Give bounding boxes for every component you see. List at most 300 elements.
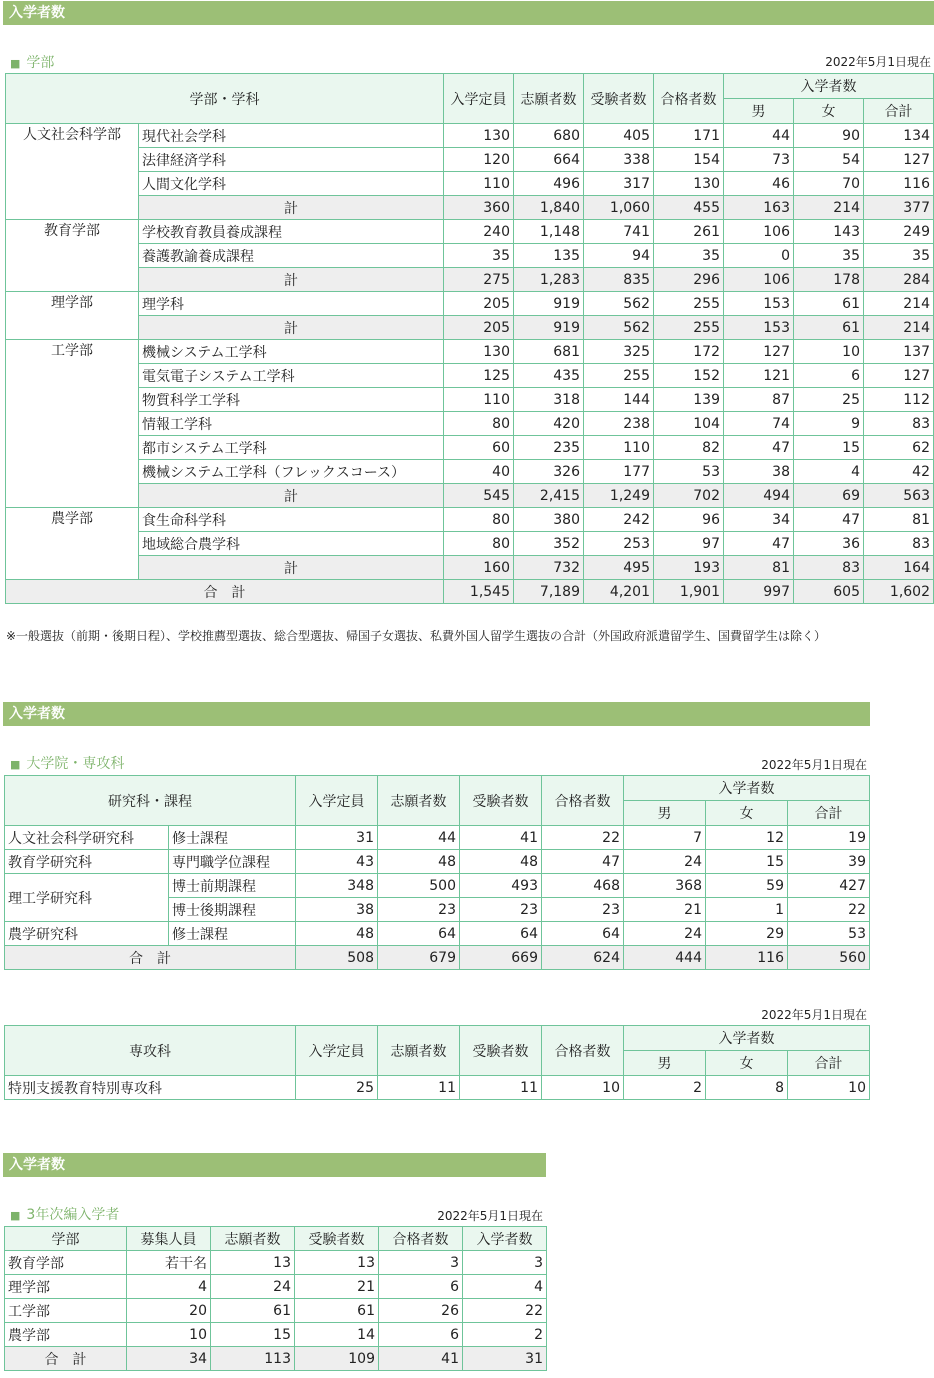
- faculty-name: 教育学部: [6, 220, 139, 292]
- value-cell: 496: [514, 172, 584, 196]
- value-cell: 83: [864, 532, 934, 556]
- value-cell: 1,545: [444, 580, 514, 604]
- value-cell: 70: [794, 172, 864, 196]
- subtotal-row: [6, 196, 934, 220]
- value-cell: 26: [379, 1299, 463, 1323]
- col-dept: 学部・学科: [6, 74, 444, 124]
- value-cell: 8: [706, 1076, 788, 1100]
- value-cell: 41: [379, 1347, 463, 1371]
- value-cell: 31: [463, 1347, 547, 1371]
- value-cell: 38: [296, 898, 378, 922]
- dept-name: 地域総合農学科: [139, 532, 444, 556]
- value-cell: 81: [864, 508, 934, 532]
- value-cell: 455: [654, 196, 724, 220]
- col-examinees: 受験者数: [460, 1026, 542, 1076]
- col-special-course: 専攻科: [5, 1026, 296, 1076]
- value-cell: 325: [584, 340, 654, 364]
- value-cell: 若干名: [127, 1251, 211, 1275]
- value-cell: 25: [296, 1076, 378, 1100]
- value-cell: 15: [706, 850, 788, 874]
- col-examinees: 受験者数: [460, 776, 542, 826]
- value-cell: 163: [724, 196, 794, 220]
- value-cell: 46: [724, 172, 794, 196]
- subtotal-label: 計: [139, 316, 444, 340]
- transfer-table: [4, 1226, 547, 1371]
- value-cell: 563: [864, 484, 934, 508]
- col-enrolled: 入学者数: [624, 1026, 870, 1051]
- table-row: [5, 1299, 547, 1323]
- value-cell: 104: [654, 412, 724, 436]
- value-cell: 3: [463, 1251, 547, 1275]
- grad-table: [4, 775, 870, 970]
- value-cell: 96: [654, 508, 724, 532]
- value-cell: 35: [444, 244, 514, 268]
- value-cell: 4: [794, 460, 864, 484]
- value-cell: 240: [444, 220, 514, 244]
- table-row: [6, 124, 934, 148]
- value-cell: 64: [378, 922, 460, 946]
- col-female: 女: [706, 801, 788, 826]
- subtotal-label: 計: [139, 556, 444, 580]
- value-cell: 177: [584, 460, 654, 484]
- value-cell: 1,283: [514, 268, 584, 292]
- value-cell: 23: [378, 898, 460, 922]
- special-course-table: [4, 1025, 870, 1100]
- dept-name: 物質科学工学科: [139, 388, 444, 412]
- value-cell: 508: [296, 946, 378, 970]
- value-cell: 420: [514, 412, 584, 436]
- dept-name: 現代社会学科: [139, 124, 444, 148]
- value-cell: 38: [724, 460, 794, 484]
- school-name: 農学研究科: [5, 922, 169, 946]
- value-cell: 34: [724, 508, 794, 532]
- value-cell: 47: [794, 508, 864, 532]
- as-of-date: 2022年5月1日現在: [825, 55, 931, 69]
- as-of-date: 2022年5月1日現在: [437, 1209, 543, 1223]
- value-cell: 214: [864, 316, 934, 340]
- value-cell: 741: [584, 220, 654, 244]
- value-cell: 22: [463, 1299, 547, 1323]
- value-cell: 1,840: [514, 196, 584, 220]
- table-row: [5, 1251, 547, 1275]
- dept-name: 法律経済学科: [139, 148, 444, 172]
- value-cell: 36: [794, 532, 864, 556]
- total-label: 合 計: [5, 946, 296, 970]
- value-cell: 35: [864, 244, 934, 268]
- table-row: [5, 922, 870, 946]
- subtotal-label: 計: [139, 484, 444, 508]
- value-cell: 275: [444, 268, 514, 292]
- value-cell: 997: [724, 580, 794, 604]
- value-cell: 444: [624, 946, 706, 970]
- value-cell: 81: [724, 556, 794, 580]
- table-row: [6, 292, 934, 316]
- col-female: 女: [706, 1051, 788, 1076]
- value-cell: 235: [514, 436, 584, 460]
- course-name: 修士課程: [169, 922, 296, 946]
- dept-name: 機械システム工学科: [139, 340, 444, 364]
- table-row: [6, 532, 934, 556]
- value-cell: 4: [463, 1275, 547, 1299]
- value-cell: 242: [584, 508, 654, 532]
- value-cell: 35: [794, 244, 864, 268]
- faculty-name: 工学部: [6, 340, 139, 508]
- value-cell: 318: [514, 388, 584, 412]
- value-cell: 178: [794, 268, 864, 292]
- value-cell: 19: [788, 826, 870, 850]
- value-cell: 326: [514, 460, 584, 484]
- value-cell: 214: [864, 292, 934, 316]
- square-bullet-icon: ■: [10, 1209, 21, 1222]
- value-cell: 284: [864, 268, 934, 292]
- value-cell: 427: [788, 874, 870, 898]
- value-cell: 14: [295, 1323, 379, 1347]
- value-cell: 664: [514, 148, 584, 172]
- value-cell: 702: [654, 484, 724, 508]
- value-cell: 22: [788, 898, 870, 922]
- value-cell: 116: [864, 172, 934, 196]
- value-cell: 125: [444, 364, 514, 388]
- value-cell: 97: [654, 532, 724, 556]
- value-cell: 6: [379, 1323, 463, 1347]
- value-cell: 39: [788, 850, 870, 874]
- col-enrolled: 入学者数: [724, 74, 934, 99]
- value-cell: 13: [295, 1251, 379, 1275]
- subtitle-undergrad: [10, 52, 54, 72]
- value-cell: 9: [794, 412, 864, 436]
- value-cell: 11: [460, 1076, 542, 1100]
- course-name: 博士後期課程: [169, 898, 296, 922]
- col-capacity: 入学定員: [444, 74, 514, 124]
- value-cell: 130: [444, 124, 514, 148]
- value-cell: 3: [379, 1251, 463, 1275]
- value-cell: 495: [584, 556, 654, 580]
- value-cell: 15: [211, 1323, 295, 1347]
- value-cell: 253: [584, 532, 654, 556]
- value-cell: 64: [542, 922, 624, 946]
- dept-name: 電気電子システム工学科: [139, 364, 444, 388]
- table-row: [5, 850, 870, 874]
- value-cell: 21: [295, 1275, 379, 1299]
- col-enrolled: 入学者数: [624, 776, 870, 801]
- as-of-date: 2022年5月1日現在: [761, 1008, 867, 1022]
- value-cell: 405: [584, 124, 654, 148]
- faculty-name: 理学部: [6, 292, 139, 340]
- value-cell: 7: [624, 826, 706, 850]
- value-cell: 130: [444, 340, 514, 364]
- value-cell: 62: [864, 436, 934, 460]
- value-cell: 44: [378, 826, 460, 850]
- value-cell: 368: [624, 874, 706, 898]
- value-cell: 34: [127, 1347, 211, 1371]
- subtotal-row: [6, 268, 934, 292]
- value-cell: 130: [654, 172, 724, 196]
- value-cell: 24: [624, 850, 706, 874]
- course-name: 専門職学位課程: [169, 850, 296, 874]
- table-row: [6, 244, 934, 268]
- value-cell: 134: [864, 124, 934, 148]
- value-cell: 624: [542, 946, 624, 970]
- section-header-grad: 入学者数: [3, 702, 870, 726]
- value-cell: 1,901: [654, 580, 724, 604]
- table-row: [6, 172, 934, 196]
- value-cell: 360: [444, 196, 514, 220]
- value-cell: 21: [624, 898, 706, 922]
- col-applicants: 志願者数: [378, 1026, 460, 1076]
- value-cell: 23: [460, 898, 542, 922]
- value-cell: 679: [378, 946, 460, 970]
- table-row: [5, 1323, 547, 1347]
- col-applicants: 志願者数: [211, 1227, 295, 1251]
- value-cell: 214: [794, 196, 864, 220]
- value-cell: 48: [460, 850, 542, 874]
- value-cell: 31: [296, 826, 378, 850]
- col-examinees: 受験者数: [295, 1227, 379, 1251]
- value-cell: 127: [864, 364, 934, 388]
- value-cell: 127: [724, 340, 794, 364]
- value-cell: 154: [654, 148, 724, 172]
- col-total: 合計: [864, 99, 934, 124]
- subtitle-text: 3年次編入学者: [26, 1207, 120, 1223]
- col-applicants: 志願者数: [514, 74, 584, 124]
- value-cell: 48: [378, 850, 460, 874]
- value-cell: 43: [296, 850, 378, 874]
- dept-name: 機械システム工学科（フレックスコース）: [139, 460, 444, 484]
- value-cell: 380: [514, 508, 584, 532]
- subtotal-row: [6, 484, 934, 508]
- value-cell: 139: [654, 388, 724, 412]
- value-cell: 171: [654, 124, 724, 148]
- value-cell: 4: [127, 1275, 211, 1299]
- school-name: 人文社会科学研究科: [5, 826, 169, 850]
- value-cell: 919: [514, 292, 584, 316]
- value-cell: 13: [211, 1251, 295, 1275]
- value-cell: 562: [584, 292, 654, 316]
- value-cell: 40: [444, 460, 514, 484]
- value-cell: 83: [794, 556, 864, 580]
- value-cell: 135: [514, 244, 584, 268]
- col-examinees: 受験者数: [584, 74, 654, 124]
- dept-name: 情報工学科: [139, 412, 444, 436]
- value-cell: 160: [444, 556, 514, 580]
- section-header-undergrad: 入学者数: [3, 1, 934, 25]
- value-cell: 82: [654, 436, 724, 460]
- value-cell: 2: [463, 1323, 547, 1347]
- table-row: [5, 874, 870, 898]
- faculty-name: 人文社会科学部: [6, 124, 139, 220]
- col-faculty: 学部: [5, 1227, 127, 1251]
- table-row: [6, 340, 934, 364]
- value-cell: 919: [514, 316, 584, 340]
- value-cell: 121: [724, 364, 794, 388]
- value-cell: 116: [706, 946, 788, 970]
- subtitle-grad: [10, 753, 124, 773]
- col-male: 男: [624, 1051, 706, 1076]
- subtotal-row: [6, 316, 934, 340]
- value-cell: 1,148: [514, 220, 584, 244]
- total-row: [5, 1347, 547, 1371]
- value-cell: 69: [794, 484, 864, 508]
- value-cell: 61: [211, 1299, 295, 1323]
- value-cell: 61: [794, 292, 864, 316]
- school-name: 理工学研究科: [5, 874, 169, 922]
- value-cell: 60: [444, 436, 514, 460]
- value-cell: 24: [211, 1275, 295, 1299]
- table-row: [5, 1275, 547, 1299]
- value-cell: 94: [584, 244, 654, 268]
- value-cell: 152: [654, 364, 724, 388]
- value-cell: 83: [864, 412, 934, 436]
- faculty-name: 農学部: [6, 508, 139, 580]
- value-cell: 74: [724, 412, 794, 436]
- value-cell: 80: [444, 532, 514, 556]
- col-passed: 合格者数: [542, 776, 624, 826]
- table-row: [6, 364, 934, 388]
- value-cell: 143: [794, 220, 864, 244]
- table-row: [5, 826, 870, 850]
- value-cell: 605: [794, 580, 864, 604]
- col-total: 合計: [788, 1051, 870, 1076]
- value-cell: 10: [542, 1076, 624, 1100]
- value-cell: 20: [127, 1299, 211, 1323]
- total-row: [5, 946, 870, 970]
- grand-total-label: 合 計: [6, 580, 444, 604]
- value-cell: 1,060: [584, 196, 654, 220]
- value-cell: 317: [584, 172, 654, 196]
- value-cell: 61: [794, 316, 864, 340]
- faculty-name: 工学部: [5, 1299, 127, 1323]
- value-cell: 205: [444, 292, 514, 316]
- value-cell: 7,189: [514, 580, 584, 604]
- value-cell: 144: [584, 388, 654, 412]
- square-bullet-icon: ■: [10, 758, 21, 771]
- table-row: [5, 1076, 870, 1100]
- value-cell: 493: [460, 874, 542, 898]
- value-cell: 47: [542, 850, 624, 874]
- value-cell: 61: [295, 1299, 379, 1323]
- col-capacity: 入学定員: [296, 1026, 378, 1076]
- grand-total-row: [6, 580, 934, 604]
- value-cell: 255: [654, 316, 724, 340]
- dept-name: 学校教育教員養成課程: [139, 220, 444, 244]
- value-cell: 435: [514, 364, 584, 388]
- value-cell: 23: [542, 898, 624, 922]
- value-cell: 153: [724, 292, 794, 316]
- value-cell: 44: [724, 124, 794, 148]
- value-cell: 35: [654, 244, 724, 268]
- col-male: 男: [724, 99, 794, 124]
- value-cell: 11: [378, 1076, 460, 1100]
- value-cell: 835: [584, 268, 654, 292]
- section-header-transfer: 入学者数: [3, 1153, 546, 1177]
- col-passed: 合格者数: [542, 1026, 624, 1076]
- col-enrolled: 入学者数: [463, 1227, 547, 1251]
- value-cell: 106: [724, 220, 794, 244]
- value-cell: 109: [295, 1347, 379, 1371]
- col-female: 女: [794, 99, 864, 124]
- value-cell: 562: [584, 316, 654, 340]
- value-cell: 80: [444, 412, 514, 436]
- value-cell: 494: [724, 484, 794, 508]
- value-cell: 113: [211, 1347, 295, 1371]
- value-cell: 73: [724, 148, 794, 172]
- value-cell: 80: [444, 508, 514, 532]
- value-cell: 54: [794, 148, 864, 172]
- value-cell: 205: [444, 316, 514, 340]
- value-cell: 110: [584, 436, 654, 460]
- dept-name: 理学科: [139, 292, 444, 316]
- col-recruit: 募集人員: [127, 1227, 211, 1251]
- value-cell: 12: [706, 826, 788, 850]
- col-male: 男: [624, 801, 706, 826]
- col-passed: 合格者数: [654, 74, 724, 124]
- course-name: 修士課程: [169, 826, 296, 850]
- subtotal-label: 計: [139, 196, 444, 220]
- course-name: 特別支援教育特別専攻科: [5, 1076, 296, 1100]
- value-cell: 352: [514, 532, 584, 556]
- value-cell: 1,602: [864, 580, 934, 604]
- value-cell: 261: [654, 220, 724, 244]
- course-name: 博士前期課程: [169, 874, 296, 898]
- col-passed: 合格者数: [379, 1227, 463, 1251]
- col-total: 合計: [788, 801, 870, 826]
- value-cell: 41: [460, 826, 542, 850]
- value-cell: 238: [584, 412, 654, 436]
- value-cell: 106: [724, 268, 794, 292]
- value-cell: 47: [724, 532, 794, 556]
- value-cell: 112: [864, 388, 934, 412]
- value-cell: 10: [788, 1076, 870, 1100]
- value-cell: 25: [794, 388, 864, 412]
- col-applicants: 志願者数: [378, 776, 460, 826]
- table-row: [6, 460, 934, 484]
- value-cell: 53: [654, 460, 724, 484]
- value-cell: 680: [514, 124, 584, 148]
- value-cell: 22: [542, 826, 624, 850]
- value-cell: 255: [654, 292, 724, 316]
- square-bullet-icon: ■: [10, 57, 21, 70]
- faculty-name: 農学部: [5, 1323, 127, 1347]
- value-cell: 545: [444, 484, 514, 508]
- value-cell: 1,249: [584, 484, 654, 508]
- value-cell: 127: [864, 148, 934, 172]
- table-row: [6, 508, 934, 532]
- value-cell: 560: [788, 946, 870, 970]
- value-cell: 338: [584, 148, 654, 172]
- value-cell: 500: [378, 874, 460, 898]
- value-cell: 90: [794, 124, 864, 148]
- faculty-name: 理学部: [5, 1275, 127, 1299]
- value-cell: 1: [706, 898, 788, 922]
- table-row: [6, 436, 934, 460]
- value-cell: 249: [864, 220, 934, 244]
- value-cell: 2: [624, 1076, 706, 1100]
- value-cell: 681: [514, 340, 584, 364]
- value-cell: 110: [444, 172, 514, 196]
- value-cell: 120: [444, 148, 514, 172]
- table-row: [6, 220, 934, 244]
- value-cell: 669: [460, 946, 542, 970]
- value-cell: 0: [724, 244, 794, 268]
- dept-name: 人間文化学科: [139, 172, 444, 196]
- value-cell: 15: [794, 436, 864, 460]
- total-label: 合 計: [5, 1347, 127, 1371]
- table-row: [6, 388, 934, 412]
- dept-name: 食生命科学科: [139, 508, 444, 532]
- value-cell: 53: [788, 922, 870, 946]
- value-cell: 348: [296, 874, 378, 898]
- value-cell: 6: [794, 364, 864, 388]
